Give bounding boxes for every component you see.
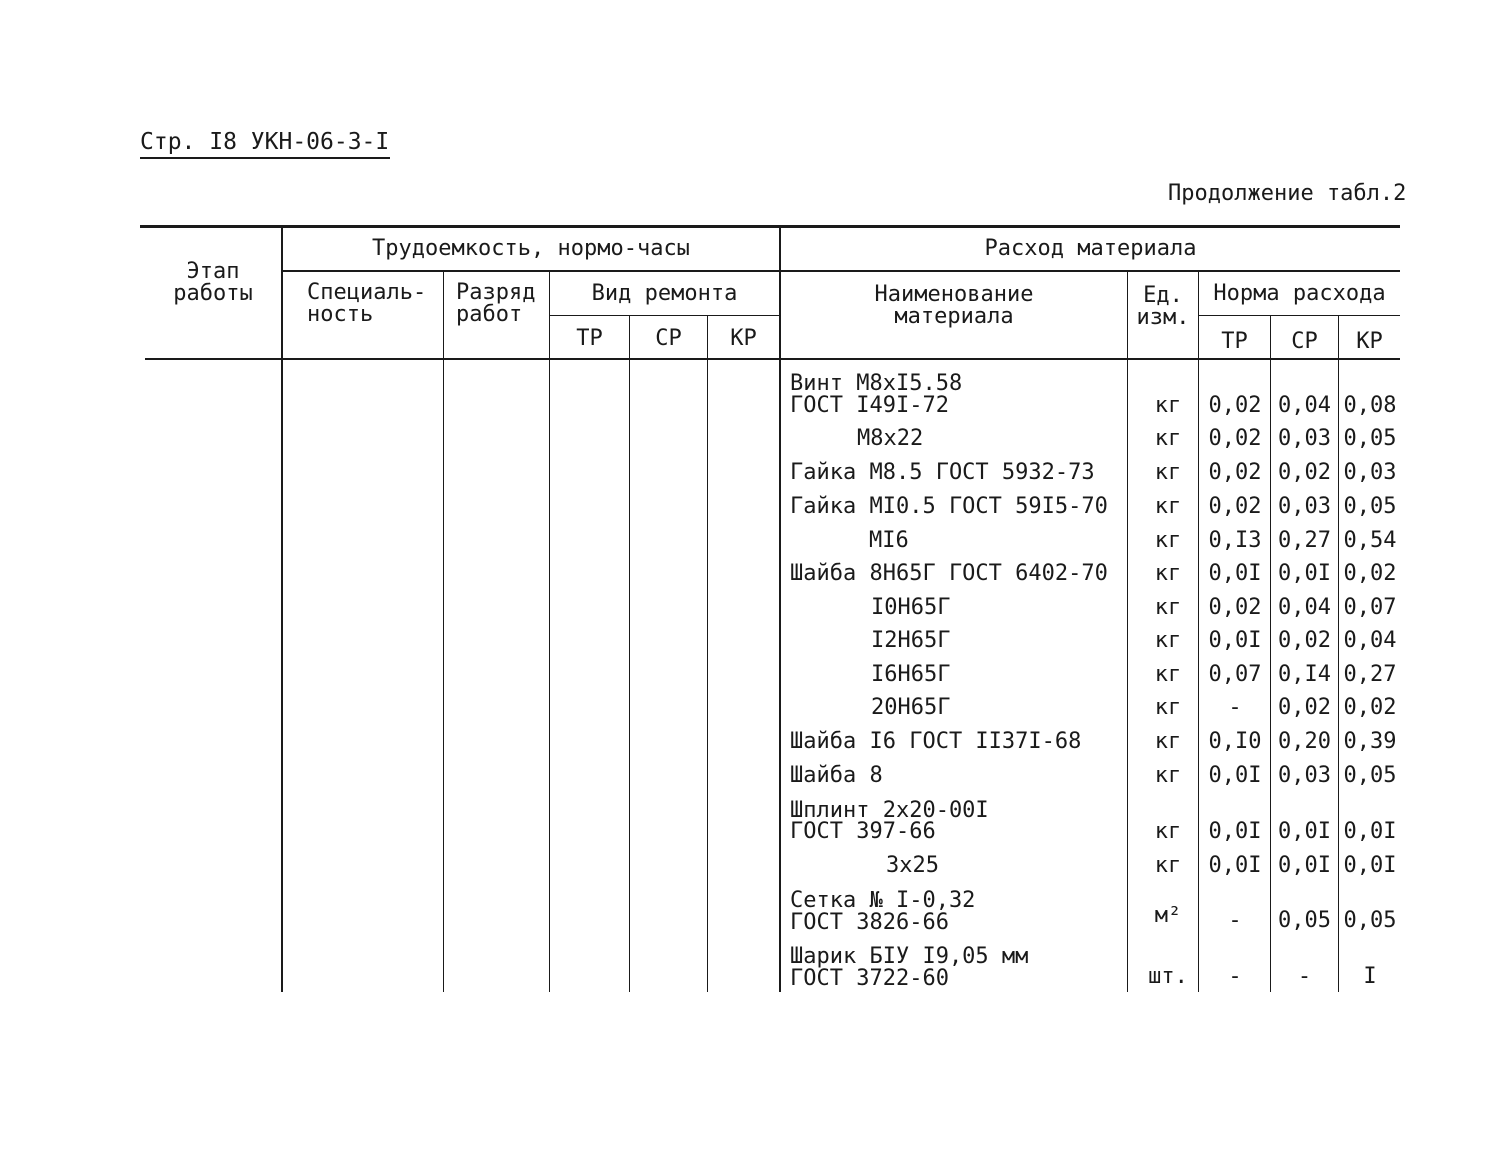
norm-sr: 0,04 bbox=[1278, 393, 1331, 418]
unit: кг bbox=[1154, 763, 1182, 788]
norm-sr: 0,0I bbox=[1278, 561, 1331, 586]
norm-sr: 0,0I bbox=[1278, 819, 1331, 844]
material-name: I6Н65Г bbox=[871, 662, 951, 687]
unit: кг bbox=[1154, 695, 1182, 720]
norm-sr: 0,20 bbox=[1278, 729, 1331, 754]
unit: кг bbox=[1154, 460, 1182, 485]
material-name: Шайба I6 ГОСТ II37I-68 bbox=[790, 729, 1082, 754]
material-name: ГОСТ I49I-72 bbox=[790, 393, 949, 418]
norm-kr: 0,08 bbox=[1343, 393, 1397, 418]
norm-tr: 0,I3 bbox=[1208, 528, 1262, 553]
norm-col-tr: ТР bbox=[1221, 329, 1248, 354]
norm-tr: 0,02 bbox=[1208, 494, 1262, 519]
unit: кг bbox=[1154, 393, 1182, 418]
norm-tr: 0,0I bbox=[1208, 628, 1262, 653]
norm-col-sr: СР bbox=[1291, 329, 1318, 354]
unit: кг bbox=[1154, 853, 1182, 878]
norm-kr: 0,04 bbox=[1343, 628, 1397, 653]
unit: кг bbox=[1154, 628, 1182, 653]
norm-sr: 0,03 bbox=[1278, 763, 1331, 788]
norm-kr: 0,07 bbox=[1343, 595, 1397, 620]
norm-kr: 0,05 bbox=[1343, 763, 1397, 788]
grade-header: Разряд работ bbox=[456, 280, 536, 327]
stage-header: Этап работы bbox=[173, 259, 253, 306]
norm-kr: 0,05 bbox=[1343, 426, 1397, 451]
norm-sr: 0,03 bbox=[1278, 426, 1331, 451]
repair-type-sr: СР bbox=[655, 326, 682, 351]
material-name: МI6 bbox=[869, 528, 909, 553]
norm-kr: 0,39 bbox=[1343, 729, 1397, 754]
norm-col-kr: КР bbox=[1356, 329, 1383, 354]
page-ref: Стр. I8 УКН-06-3-I bbox=[140, 129, 390, 155]
material-name-header: Наименование материала bbox=[874, 282, 1034, 329]
unit: кг bbox=[1154, 528, 1182, 553]
material-name: Шарик БIУ I9,05 мм bbox=[790, 944, 1029, 969]
unit: м² bbox=[1154, 903, 1182, 928]
material-name: 20Н65Г bbox=[871, 695, 951, 720]
unit: шт. bbox=[1148, 964, 1188, 989]
material-name: Винт М8хI5.58 bbox=[790, 371, 963, 396]
norm-sr: 0,03 bbox=[1278, 494, 1331, 519]
norm-tr: 0,07 bbox=[1208, 662, 1262, 687]
norm-sr: 0,02 bbox=[1278, 695, 1331, 720]
repair-type-kr: КР bbox=[730, 326, 757, 351]
norm-kr: 0,02 bbox=[1343, 561, 1397, 586]
material-name: I2Н65Г bbox=[871, 628, 951, 653]
material-header: Расход материала bbox=[984, 236, 1197, 261]
norm-kr: 0,0I bbox=[1343, 853, 1397, 878]
repair-type-header: Вид ремонта bbox=[591, 281, 738, 306]
norm-sr: 0,I4 bbox=[1278, 662, 1331, 687]
norm-header: Норма расхода bbox=[1213, 281, 1386, 306]
norm-sr: 0,0I bbox=[1278, 853, 1331, 878]
specialty-header: Специаль- ность bbox=[307, 280, 427, 327]
unit: кг bbox=[1154, 819, 1182, 844]
norm-sr: 0,27 bbox=[1278, 528, 1331, 553]
repair-type-tr: ТР bbox=[576, 326, 603, 351]
norm-tr: 0,I0 bbox=[1208, 729, 1262, 754]
norm-tr: 0,02 bbox=[1208, 460, 1262, 485]
norm-tr: - bbox=[1228, 964, 1242, 989]
unit: кг bbox=[1154, 595, 1182, 620]
material-name: ГОСТ 3826-66 bbox=[790, 910, 949, 935]
norm-kr: 0,02 bbox=[1343, 695, 1397, 720]
norm-kr: 0,05 bbox=[1343, 494, 1397, 519]
unit: кг bbox=[1154, 561, 1182, 586]
material-name: Шплинт 2х20-00I bbox=[790, 798, 989, 823]
material-name: Сетка № I-0,32 bbox=[790, 888, 976, 913]
unit-header: Ед. изм. bbox=[1136, 283, 1190, 330]
material-name: Гайка М8.5 ГОСТ 5932-73 bbox=[790, 460, 1095, 485]
unit: кг bbox=[1154, 426, 1182, 451]
unit: кг bbox=[1154, 729, 1182, 754]
norm-tr: 0,02 bbox=[1208, 393, 1262, 418]
unit: кг bbox=[1154, 494, 1182, 519]
unit: кг bbox=[1154, 662, 1182, 687]
norm-kr: 0,27 bbox=[1343, 662, 1397, 687]
table-continuation-label: Продолжение табл.2 bbox=[1168, 181, 1407, 206]
material-name: I0Н65Г bbox=[871, 595, 951, 620]
norm-tr: - bbox=[1228, 908, 1242, 933]
material-name: 3х25 bbox=[886, 853, 939, 878]
norm-tr: 0,0I bbox=[1208, 561, 1262, 586]
norm-tr: - bbox=[1228, 695, 1242, 720]
material-name: ГОСТ 3722-60 bbox=[790, 966, 949, 991]
norm-kr: 0,0I bbox=[1343, 819, 1397, 844]
norm-tr: 0,0I bbox=[1208, 853, 1262, 878]
norm-kr: 0,03 bbox=[1343, 460, 1397, 485]
norm-kr: 0,54 bbox=[1343, 528, 1397, 553]
norm-sr: - bbox=[1297, 964, 1312, 989]
norm-sr: 0,05 bbox=[1278, 908, 1331, 933]
norm-sr: 0,02 bbox=[1278, 628, 1331, 653]
material-name: Гайка МI0.5 ГОСТ 59I5-70 bbox=[790, 494, 1108, 519]
norm-sr: 0,02 bbox=[1278, 460, 1331, 485]
norm-kr: I bbox=[1363, 964, 1377, 989]
material-name: Шайба 8 bbox=[790, 763, 883, 788]
norm-sr: 0,04 bbox=[1278, 595, 1331, 620]
norm-tr: 0,0I bbox=[1208, 763, 1262, 788]
labor-header: Трудоемкость, нормо-часы bbox=[372, 236, 690, 261]
material-name: М8х22 bbox=[857, 426, 924, 451]
material-name: Шайба 8Н65Г ГОСТ 6402-70 bbox=[790, 561, 1108, 586]
material-name: ГОСТ 397-66 bbox=[790, 819, 936, 844]
norm-tr: 0,02 bbox=[1208, 595, 1262, 620]
norm-tr: 0,0I bbox=[1208, 819, 1262, 844]
norm-tr: 0,02 bbox=[1208, 426, 1262, 451]
norm-kr: 0,05 bbox=[1343, 908, 1397, 933]
page-ref-underline bbox=[140, 157, 390, 159]
